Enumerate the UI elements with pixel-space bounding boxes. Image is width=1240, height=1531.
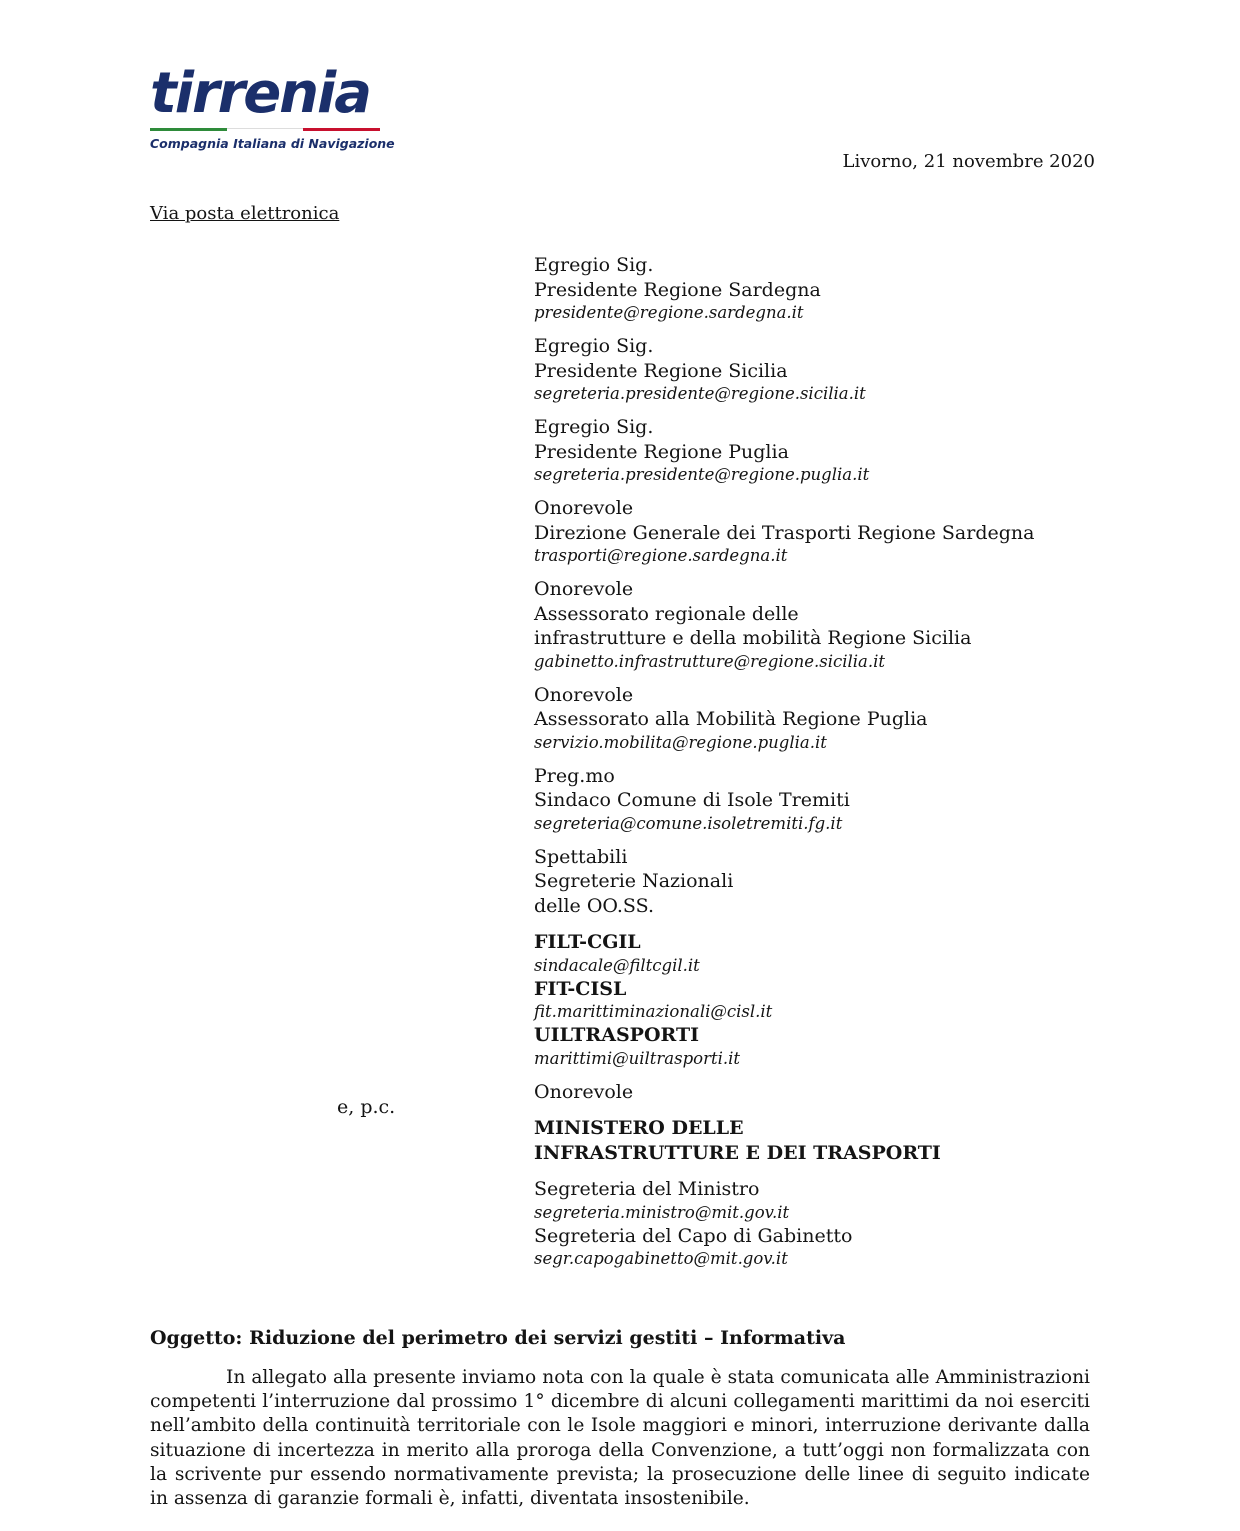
recipient-line: Spettabili [534,845,628,868]
recipient-email: gabinetto.infrastrutture@regione.sicilia.it [534,651,886,671]
recipient-line: Assessorato regionale delle [534,602,799,625]
recipient-block [534,496,1094,567]
recipient-email: trasporti@regione.sardegna.it [534,546,788,565]
logo-tagline: Compagnia Italiana di Navigazione [150,136,395,151]
ministry-name: INFRASTRUTTURE E DEI TRASPORTI [534,1141,941,1164]
recipient-line: Presidente Regione Sardegna [534,278,821,301]
recipient-block [534,577,1094,673]
recipient-block [534,415,1094,486]
recipient-line: Presidente Regione Puglia [534,440,789,463]
union-email: sindacale@filtcgil.it [534,955,700,975]
tirrenia-logo [150,61,395,156]
recipient-line: Sindaco Comune di Isole Tremiti [534,789,850,811]
delivery-method: Via posta elettronica [150,203,340,224]
cc-salutation: Onorevole [534,1080,634,1103]
recipient-block [534,683,1094,754]
recipient-line: Onorevole [534,497,634,519]
logo-tricolor-stripe [150,128,380,131]
office-email: segreteria.ministro@mit.gov.it [534,1202,790,1222]
recipient-block [534,334,1094,405]
recipient-line: Egregio Sig. [534,335,654,357]
recipient-block [534,764,1094,835]
ministry-block [534,1116,1094,1165]
recipient-line: Egregio Sig. [534,254,654,276]
recipient-line: Segreterie Nazionali [534,870,734,892]
recipient-line: Onorevole [534,578,634,600]
office-email: segr.capogabinetto@mit.gov.it [534,1249,788,1268]
recipient-block [534,253,1094,324]
recipient-block [534,845,1094,919]
recipient-line: Egregio Sig. [534,416,654,438]
recipient-line: delle OO.SS. [534,894,654,917]
office-name: Segreteria del Capo di Gabinetto [534,1224,853,1247]
recipient-email: segreteria.presidente@regione.puglia.it [534,465,870,484]
union-name: UILTRASPORTI [534,1024,699,1046]
logo-wordmark: tirrenia [150,61,371,126]
ministry-name: MINISTERO DELLE [534,1117,744,1139]
union-email: marittimi@uiltrasporti.it [534,1048,741,1068]
recipient-line: Presidente Regione Sicilia [534,359,788,382]
recipient-line: Onorevole [534,683,634,706]
ministry-offices [534,1177,1094,1270]
recipient-line: Assessorato alla Mobilità Regione Puglia [534,708,928,730]
recipient-line: Direzione Generale dei Trasporti Regione Sardegna [534,521,1035,544]
recipient-email: segreteria@comune.isoletremiti.fg.it [534,813,843,833]
letter-subject: Oggetto: Riduzione del perimetro dei servizi gestiti – Informativa [150,1327,846,1349]
recipients-list [534,253,1094,1280]
cc-label: e, p.c. [337,1096,396,1118]
recipient-line: Preg.mo [534,764,615,787]
office-name: Segreteria del Ministro [534,1178,760,1200]
cc-block [534,1080,1094,1105]
union-email: fit.marittiminazionali@cisl.it [534,1002,773,1021]
letter-body: In allegato alla presente inviamo nota con la quale è stata comunicata alle Amministrazioni competenti l’interruzione dal prossimo 1° dicembre di alcuni collegamenti marittimi da noi eserciti nell’ambito della continuità territoriale con le Isole maggiori e minori, interruzione derivante dalla situazione di incertezza in merito alla proroga della Convenzione, a tutt’oggi non formalizzata con la scrivente pur essendo normativamente prevista; la prosecuzione delle linee di seguito indicate in assenza di garanzie formali è, infatti, diventata insostenibile. [150,1367,1090,1510]
union-name: FILT-CGIL [534,931,641,953]
recipient-email: presidente@regione.sardegna.it [534,303,804,322]
letter-date: Livorno, 21 novembre 2020 [842,151,1095,172]
recipient-email: servizio.mobilita@regione.puglia.it [534,732,827,752]
recipient-email: segreteria.presidente@regione.sicilia.it [534,384,866,403]
unions-block [534,930,1094,1070]
union-name: FIT-CISL [534,977,627,1000]
recipient-line: infrastrutture e della mobilità Regione Sicilia [534,627,972,649]
